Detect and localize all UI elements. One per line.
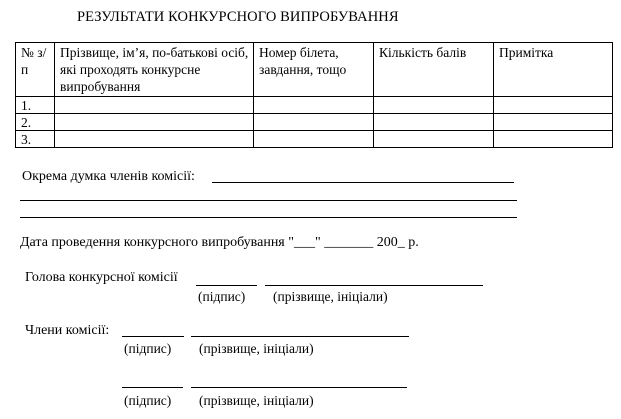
member2-signature-caption: (підпис) (124, 393, 172, 408)
dissent-line-1[interactable] (212, 182, 514, 183)
column-header-score: Кількість балів (374, 43, 494, 97)
date-label: Дата проведення конкурсного випробування (20, 235, 285, 250)
dissent-label: Окрема думка членів комісії: (22, 169, 195, 184)
chair-name-caption: (прізвище, ініціали) (273, 289, 388, 304)
chair-name-line[interactable] (265, 285, 483, 286)
dissent-line-2[interactable] (20, 200, 517, 201)
column-header-ticket: Номер білета, завдання, тощо (254, 43, 374, 97)
table-cell: 2. (16, 114, 55, 131)
chair-signature-line[interactable] (196, 285, 257, 286)
document-title: РЕЗУЛЬТАТИ КОНКУРСНОГО ВИПРОБУВАННЯ (77, 9, 399, 25)
table-row (16, 131, 613, 148)
date-line (20, 235, 419, 251)
member2-name-line[interactable] (191, 387, 407, 388)
date-month[interactable]: _______ (324, 235, 374, 250)
date-day[interactable]: "___" (288, 235, 321, 250)
table-cell[interactable] (494, 97, 613, 114)
table-cell[interactable] (55, 131, 254, 148)
table-row (16, 114, 613, 131)
member1-name-caption: (прізвище, ініціали) (199, 341, 314, 356)
table-cell[interactable] (374, 97, 494, 114)
table-header-row (16, 43, 613, 97)
table-cell[interactable] (254, 114, 374, 131)
table-row (16, 97, 613, 114)
member1-signature-line[interactable] (122, 336, 184, 337)
dissent-line-3[interactable] (20, 217, 517, 218)
results-table (15, 42, 613, 148)
table-cell: 3. (16, 131, 55, 148)
member2-signature-line[interactable] (122, 387, 183, 388)
member2-name-caption: (прізвище, ініціали) (199, 393, 314, 408)
member1-signature-caption: (підпис) (124, 341, 172, 356)
column-header-number: № з/п (16, 43, 55, 97)
table-cell[interactable] (494, 114, 613, 131)
members-label: Члени комісії: (25, 323, 110, 338)
table-cell[interactable] (254, 97, 374, 114)
chair-signature-caption: (підпис) (198, 289, 246, 304)
chair-label: Голова конкурсної комісії (25, 270, 178, 285)
column-header-note: Примітка (494, 43, 613, 97)
member1-name-line[interactable] (191, 336, 409, 337)
table-cell[interactable] (254, 131, 374, 148)
table-cell[interactable] (494, 131, 613, 148)
table-cell[interactable] (55, 114, 254, 131)
table-cell: 1. (16, 97, 55, 114)
column-header-name: Прізвище, ім’я, по-батькові осіб, які проходять конкурсне випробування (55, 43, 254, 97)
table-cell[interactable] (55, 97, 254, 114)
table-cell[interactable] (374, 114, 494, 131)
table-cell[interactable] (374, 131, 494, 148)
date-year[interactable]: 200_ р. (376, 235, 419, 250)
